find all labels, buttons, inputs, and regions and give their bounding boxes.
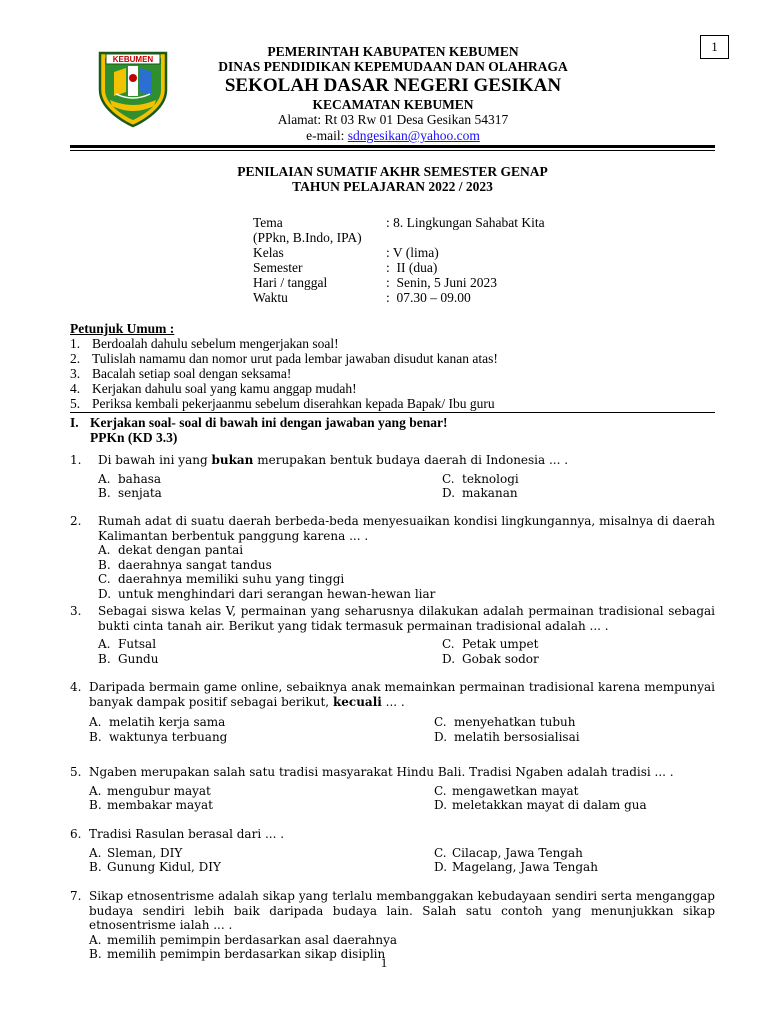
question-number: 4. [70,680,82,694]
school-name: SEKOLAH DASAR NEGERI GESIKAN [224,75,562,96]
section-indent [70,430,90,445]
option-text: senjata [118,486,162,500]
identity-value: : Senin, 5 Juni 2023 [386,275,498,290]
option-letter: C. [434,715,447,729]
option-text: waktunya terbuang [109,729,228,744]
question-number: 7. [70,889,82,903]
identity-row [253,230,545,245]
option-letter: C. [442,637,455,651]
identity-value: : 07.30 – 09.00 [386,290,471,305]
option-letter: D. [98,586,112,601]
instruction-item [70,336,715,351]
option-text: mengawetkan mayat [452,783,579,798]
identity-key: Kelas [253,245,284,260]
instruction-item [70,351,715,366]
question-text [98,453,715,468]
address-line: Alamat: Rt 03 Rw 01 Desa Gesikan 54317 [277,112,509,127]
question-3 [70,604,715,666]
question-stem [70,680,715,709]
option-letter: B. [89,729,102,744]
question-text: Tradisi Rasulan berasal dari ... . [89,827,285,841]
section-heading [70,415,715,445]
question-text: Sikap etnosentrisme adalah sikap yang terlalu membanggakan kebudayaan sendiri serta menganggap budaya sendiri lebih baik daripada budaya lain. Salah satu contoh yang menunjukkan sikap etnosentrisme ialah ... . [89,889,715,932]
section-title: Kerjakan soal- soal di bawah ini dengan jawaban yang benar! [90,415,448,430]
question-4 [70,680,715,744]
answer-option[interactable] [434,846,715,861]
option-text: meletakkan mayat di dalam gua [452,798,647,812]
instruction-number: 5. [70,396,81,411]
option-letter: C. [442,471,455,486]
email-link[interactable]: sdngesikan@yahoo.com [347,128,480,143]
option-text: bahasa [118,471,162,486]
option-text: melatih bersosialisai [454,729,580,744]
answer-option[interactable] [98,486,442,501]
option-letter: D. [442,651,456,666]
instruction-number: 2. [70,351,81,366]
option-text: mengubur mayat [107,783,211,798]
answer-options [70,637,715,666]
option-letter: B. [89,947,102,961]
option-text: menyehatkan tubuh [454,715,576,729]
option-letter: A. [89,783,102,798]
question-stem [70,514,715,543]
option-text: melatih kerja sama [109,715,226,729]
identity-row [253,290,545,305]
option-text: Gunung Kidul, DIY [107,860,221,874]
answer-option[interactable] [442,652,715,667]
identity-key: Tema [253,215,283,230]
question-number: 2. [70,514,82,528]
exam-title [70,164,715,194]
option-letter: D. [434,860,448,874]
option-text: memilih pemimpin berdasarkan asal daerahnya [107,932,398,947]
option-text: dekat dengan pantai [118,543,244,557]
question-5 [70,765,715,813]
section-divider [70,412,715,413]
option-letter: D. [434,729,448,744]
question-text [89,680,715,709]
option-letter: C. [434,845,447,860]
option-text: memilih pemimpin berdasarkan sikap disiplin [107,947,386,961]
answer-option[interactable] [89,730,434,745]
answer-option[interactable] [98,472,442,487]
option-letter: B. [98,486,111,500]
question-stem [70,889,715,933]
question-text: Sebagai siswa kelas V, permainan yang seharusnya dilakukan adalah permainan tradisional sebagai bukti cinta tanah air. Berikut yang tidak termasuk permainan tradisional adalah ... . [98,604,715,633]
option-letter: D. [442,486,456,500]
instruction-number: 3. [70,366,81,381]
exam-title-line2: TAHUN PELAJARAN 2022 / 2023 [292,179,493,194]
header-divider-thin [70,150,715,151]
district-line: KECAMATAN KEBUMEN [312,97,474,112]
option-text: teknologi [462,471,519,486]
question-text-bold: bukan [211,453,254,467]
instruction-text: Tulislah namamu dan nomor urut pada lembar jawaban disudut kanan atas! [92,351,498,366]
question-number: 5. [70,765,82,779]
option-text: Sleman, DIY [107,845,183,860]
question-text: Rumah adat di suatu daerah berbeda-beda menyesuaikan kondisi lingkungannya, misalnya di daerah Kalimantan berbentuk panggung karena ... . [98,514,715,543]
answer-option[interactable] [89,715,434,730]
question-1 [70,453,715,501]
question-2 [70,514,715,601]
option-text: daerahnya memiliki suhu yang tinggi [118,572,345,586]
answer-option[interactable] [98,587,715,602]
instructions-heading: Petunjuk Umum : [70,321,175,336]
instruction-text: Bacalah setiap soal dengan seksama! [92,366,292,381]
instruction-text: Kerjakan dahulu soal yang kamu anggap mudah! [92,381,357,396]
answer-option[interactable] [98,543,715,558]
instruction-number: 1. [70,336,81,351]
question-number: 3. [70,604,82,618]
answer-option[interactable] [442,486,715,501]
option-text: Futsal [118,637,157,651]
answer-option[interactable] [434,860,715,875]
header-divider-thick [70,145,715,148]
identity-row [253,275,545,290]
option-letter: A. [89,715,102,729]
identity-value: : V (lima) [386,245,439,260]
identity-key: Waktu [253,290,288,305]
option-letter: A. [89,932,102,947]
question-text-post: merupakan bentuk budaya daerah di Indonesia ... . [253,453,569,467]
option-letter: C. [434,783,447,798]
option-letter: B. [89,860,102,874]
question-number: 1. [70,453,82,467]
option-text: daerahnya sangat tandus [118,557,272,572]
identity-row [253,260,545,275]
answer-option[interactable] [98,652,442,667]
option-letter: B. [89,798,102,812]
option-letter: A. [89,845,102,860]
instruction-item [70,396,715,411]
question-stem [70,453,715,468]
question-text-pre: Di bawah ini yang [98,453,212,467]
answer-option[interactable] [98,558,715,573]
question-stem [70,827,715,842]
question-stem [70,765,715,780]
answer-option[interactable] [442,637,715,652]
question-6 [70,827,715,875]
section-subtitle-row [70,430,715,445]
answer-options [70,543,715,601]
question-number: 6. [70,827,82,841]
identity-value: : 8. Lingkungan Sahabat Kita [386,215,545,230]
question-stem [70,604,715,633]
page-number-box: 1 [700,35,729,59]
answer-options [70,715,715,744]
answer-option[interactable] [98,637,442,652]
option-text: makanan [462,486,518,500]
section-subtitle: PPKn (KD 3.3) [90,430,178,445]
answer-option[interactable] [98,572,715,587]
identity-key: Semester [253,260,303,275]
answer-option[interactable] [442,472,715,487]
answer-options [70,784,715,813]
instruction-text: Periksa kembali pekerjaanmu sebelum diserahkan kepada Bapak/ Ibu guru [92,396,495,411]
option-letter: A. [98,637,111,651]
option-text: Petak umpet [462,637,539,651]
option-letter: A. [98,471,111,486]
option-text: Magelang, Jawa Tengah [452,860,598,874]
option-text: untuk menghindari dari serangan hewan-hewan liar [118,586,436,601]
answer-option[interactable] [89,933,715,948]
option-letter: B. [98,651,111,666]
instruction-item [70,381,715,396]
option-text: Gundu [118,651,159,666]
footer-page-number: 1 [380,955,388,970]
identity-row [253,215,545,230]
general-instructions [70,321,715,411]
question-7 [70,889,715,962]
answer-option[interactable] [434,784,715,799]
option-letter: B. [98,557,111,572]
answer-option[interactable] [434,730,715,745]
exam-title-line1: PENILAIAN SUMATIF AKHR SEMESTER GENAP [237,164,548,179]
question-text-bold: kecuali [332,694,382,709]
option-letter: C. [98,572,111,586]
answer-options [70,846,715,875]
answer-options [70,472,715,501]
question-text-post: ... . [381,694,405,709]
answer-option[interactable] [434,715,715,730]
email-line [150,128,636,144]
email-label: e-mail: [306,128,348,143]
identity-row [253,245,545,260]
government-line: PEMERINTAH KABUPATEN KEBUMEN [267,44,519,59]
answer-option[interactable] [89,846,434,861]
svg-text:KEBUMEN: KEBUMEN [112,55,154,64]
answer-option[interactable] [434,798,715,813]
option-text: Cilacap, Jawa Tengah [452,845,583,860]
department-line: DINAS PENDIDIKAN KEPEMUDAAN DAN OLAHRAGA [218,59,568,74]
identity-value: : II (dua) [386,260,438,275]
question-text-pre: Daripada bermain game online, sebaiknya anak memainkan permainan tradisional karena mempunyai banyak dampak positif sebagai berikut, [89,680,715,709]
answer-option[interactable] [89,860,434,875]
letterhead [150,44,636,144]
option-letter: A. [98,543,111,557]
option-letter: D. [434,798,448,812]
question-text: Ngaben merupakan salah satu tradisi masyarakat Hindu Bali. Tradisi Ngaben adalah tradisi ... . [89,765,674,779]
answer-option[interactable] [89,784,434,799]
instruction-text: Berdoalah dahulu sebelum mengerjakan soal! [92,336,339,351]
identity-key: (PPkn, B.Indo, IPA) [253,230,362,245]
identity-key: Hari / tanggal [253,275,328,290]
section-number: I. [70,415,79,430]
option-text: Gobak sodor [462,651,539,666]
option-text: membakar mayat [107,798,213,812]
identity-table [253,215,545,305]
instruction-item [70,366,715,381]
section-title-row [70,415,715,430]
instruction-number: 4. [70,381,81,396]
answer-option[interactable] [89,798,434,813]
